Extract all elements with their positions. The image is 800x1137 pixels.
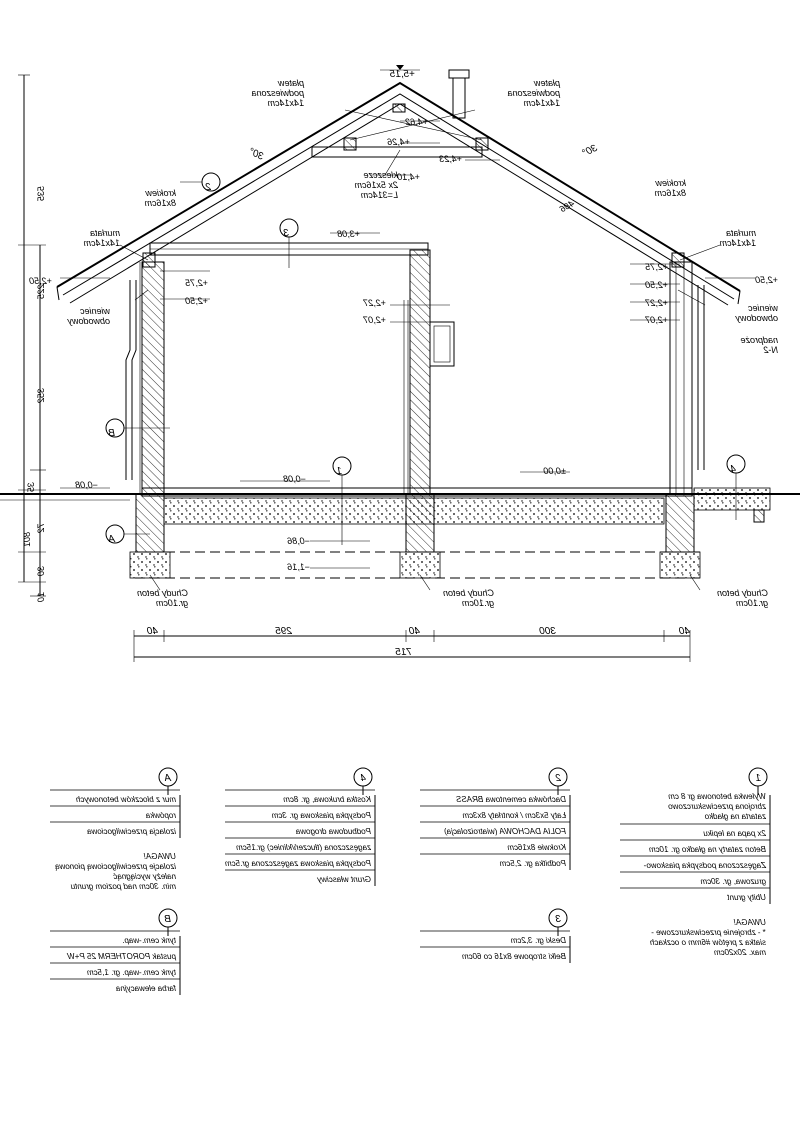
legend-3-row-1: Belki stropowe 8x16 co 60cm <box>461 952 566 961</box>
kleszcze-line-1: 2x 5x16cm <box>354 180 398 190</box>
murlata-right-line-0: murłata <box>725 228 756 238</box>
marker-a-label: A <box>108 534 115 545</box>
elev-423: +4,23 <box>439 154 462 164</box>
chudy-beton-mid-line-0: Chudy beton <box>442 588 494 598</box>
legend-1-note-0: * - zbrojenie przeciwskurczowe - <box>651 928 766 937</box>
murlata-left-line-0: murłata <box>89 228 120 238</box>
hdim-3: 300 <box>539 626 556 637</box>
angle-left: 30° <box>247 146 266 163</box>
platew-right-line-1: podwieszona <box>507 88 560 98</box>
legend-4-row-1: Podsypka piaskowa gr. 3cm <box>271 811 371 820</box>
elev-zero: ±0,00 <box>543 466 566 476</box>
chudy-beton-left-line-1: gr.10cm <box>155 598 188 608</box>
elev-227-left: +2,27 <box>363 298 386 308</box>
elev-308: +3,08 <box>337 229 360 239</box>
mirrored-text-group <box>22 69 778 995</box>
vdim-2: 352 <box>36 388 46 404</box>
legend-1-title-1: zbrojona przeciwskurczowo <box>668 802 766 811</box>
legend-4-row-3: zagęszczona (tłuczeń/kliniec) gr.15cm <box>236 843 371 852</box>
elev-207-right: +2,07 <box>645 315 668 325</box>
elev-neg008-ground: −0,08 <box>75 480 98 490</box>
length-486: 486 <box>557 198 576 215</box>
platew-right-line-0: płatew <box>533 78 560 88</box>
wieniec-right-line-0: wieniec <box>747 303 778 313</box>
elev-207-left: +2,07 <box>363 315 386 325</box>
legend-a-row-1: ropówka <box>145 811 176 820</box>
chudy-beton-mid-line-1: gr.10cm <box>461 598 494 608</box>
elev-426: +4,26 <box>387 137 410 147</box>
legend-3-marker: 3 <box>555 914 561 925</box>
legend-3-row-0: Deski gr. 3,2cm <box>510 936 566 945</box>
elev-462: +4,62 <box>405 117 428 127</box>
legend-a-note-2: min. 30cm nad poziom gruntu <box>70 882 176 891</box>
legend-b-row-1: pustak POROTHERM 25 P+W <box>67 952 176 961</box>
legend-2-marker: 2 <box>555 773 561 784</box>
platew-left-line-0: płatew <box>277 78 304 88</box>
kleszcze-line-2: L=314cm <box>360 190 398 200</box>
wieniec-right-line-1: obwodowy <box>735 313 778 323</box>
krokiew-left-line-0: krokiew <box>145 188 176 198</box>
hdim-1: 295 <box>275 626 292 637</box>
legend-a-note-1: należy wyciągnąć <box>113 872 176 881</box>
elev-ridge: +5,15 <box>389 69 415 80</box>
vdim-6: 30 <box>36 566 46 577</box>
elev-neg086: −0,86 <box>287 536 310 546</box>
wieniec-left-line-1: obwodowy <box>67 316 110 326</box>
marker-b-label: B <box>108 428 115 439</box>
legend-1-row-4: Ubity grunt <box>727 893 766 902</box>
krokiew-right-line-0: krokiew <box>655 178 686 188</box>
nadproze-line-1: N-2 <box>763 345 778 355</box>
elev-250-eave-left: +2,50 <box>29 276 52 286</box>
legend-1-marker: 1 <box>755 773 761 784</box>
marker-4-label: 4 <box>730 464 736 475</box>
legend-4-row-4: Podsypka piaskowa zagęszczona gr.5cm <box>225 859 371 868</box>
murlata-left-line-1: 14x14cm <box>83 238 120 248</box>
kleszcze-line-0: kleszcze <box>363 170 398 180</box>
platew-right-line-2: 14x14cm <box>523 98 560 108</box>
legend-1-note-1: siatka z prętów #6mm o oczkach <box>649 938 766 947</box>
legend-1-title-2: zatarta na gładko <box>704 812 766 821</box>
legend-2-row-0: Dachówka cementowa BRASS <box>456 795 566 804</box>
elev-275-left: +2,75 <box>185 278 208 288</box>
platew-left-line-2: 14x14cm <box>267 98 304 108</box>
legend-2-row-4: Podbitka gr. 2,5cm <box>499 859 566 868</box>
legend-1-title-0: Wylewka betonowa gr 8 cm <box>668 792 766 801</box>
vdim-1: 225 <box>36 284 46 300</box>
legend-1-row-1: Beton zatarty na gładko gr. 10cm <box>648 845 766 854</box>
hdim-2: 40 <box>408 626 420 637</box>
krokiew-left-line-1: 8x16cm <box>144 198 176 208</box>
elev-227-right: +2,27 <box>645 298 668 308</box>
wieniec-left-line-0: wieniec <box>79 306 110 316</box>
legend-b-row-0: tynk cem.-wap. <box>122 936 176 945</box>
legend-4-marker: 4 <box>360 773 366 784</box>
legend-b-marker: B <box>164 914 171 925</box>
legend-b-row-3: farba elewacyjna <box>115 984 176 993</box>
legend-4-row-5: Grunt własciwy <box>317 875 371 884</box>
legend-a-note-0: izolacje przeciwilgociową pionową <box>55 862 176 871</box>
chudy-beton-right-line-0: Chudy beton <box>716 588 768 598</box>
legend-1-note-2: max. 20x20cm <box>713 948 766 957</box>
elev-250-right: +2,50 <box>645 280 668 290</box>
vdim-5: 801 <box>22 532 32 548</box>
legend-1-row-2: Zagęszczona podsypka piaskowo- <box>643 861 766 870</box>
legend-2-row-1: Łaty 5x3cm / kontrłaty 8x3cm <box>462 811 566 820</box>
vdim-0: 535 <box>36 186 46 202</box>
elev-neg008-floor: −0,08 <box>283 474 306 484</box>
legend-2-row-3: Krokwie 8x16cm <box>507 843 566 852</box>
marker-3-label: 3 <box>283 228 289 239</box>
vdim-4: 72 <box>36 523 46 534</box>
elev-250-eave-right: +2,50 <box>755 275 778 285</box>
krokiew-right-line-1: 8x16cm <box>654 188 686 198</box>
legend-4-row-0: Kostka brukowa, gr. 8cm <box>283 795 371 804</box>
legend-4-row-2: Podbudowa drogowa <box>295 827 371 836</box>
elev-275-right: +2,75 <box>645 262 668 272</box>
legend-a-row-0: mur z bloczków betonowych <box>75 795 176 804</box>
chudy-beton-right-line-1: gr.10cm <box>735 598 768 608</box>
legend-a-row-2: izolacja przeciwilgociowa <box>87 827 176 836</box>
legend-b-row-2: tynk cem.-wap. gr. 1,5cm <box>86 968 176 977</box>
nadproze-line-0: nadproże <box>740 335 778 345</box>
vdim-7: 10 <box>36 592 46 603</box>
hdim-4: 40 <box>678 626 690 637</box>
legend-a-note-title: UWAGA! <box>143 852 176 861</box>
chudy-beton-left-line-0: Chudy beton <box>136 588 188 598</box>
angle-right: 30° <box>580 142 600 160</box>
murlata-right-line-1: 14x14cm <box>719 238 756 248</box>
platew-left-line-1: podwieszona <box>251 88 304 98</box>
legend-1-row-0: 2x papa na lepiku <box>703 829 766 838</box>
elev-250-left: +2,50 <box>185 296 208 306</box>
hdim-0: 40 <box>146 626 158 637</box>
marker-2-label: 2 <box>205 182 211 193</box>
vdim-3: 35 <box>26 482 36 493</box>
legend-a-marker: A <box>164 773 171 784</box>
legend-1-row-3: gruzowa, gr. 30cm <box>700 877 766 886</box>
legend-1-note-title: UWAGA! <box>733 918 766 927</box>
legend-2-row-2: FOLIA DACHOWA (wiatroizolacja) <box>444 827 566 836</box>
elev-410: +4,10 <box>397 172 420 182</box>
elev-neg116: −1,16 <box>287 562 310 572</box>
total-dim: 715 <box>395 647 412 658</box>
marker-1-label: 1 <box>336 466 342 477</box>
